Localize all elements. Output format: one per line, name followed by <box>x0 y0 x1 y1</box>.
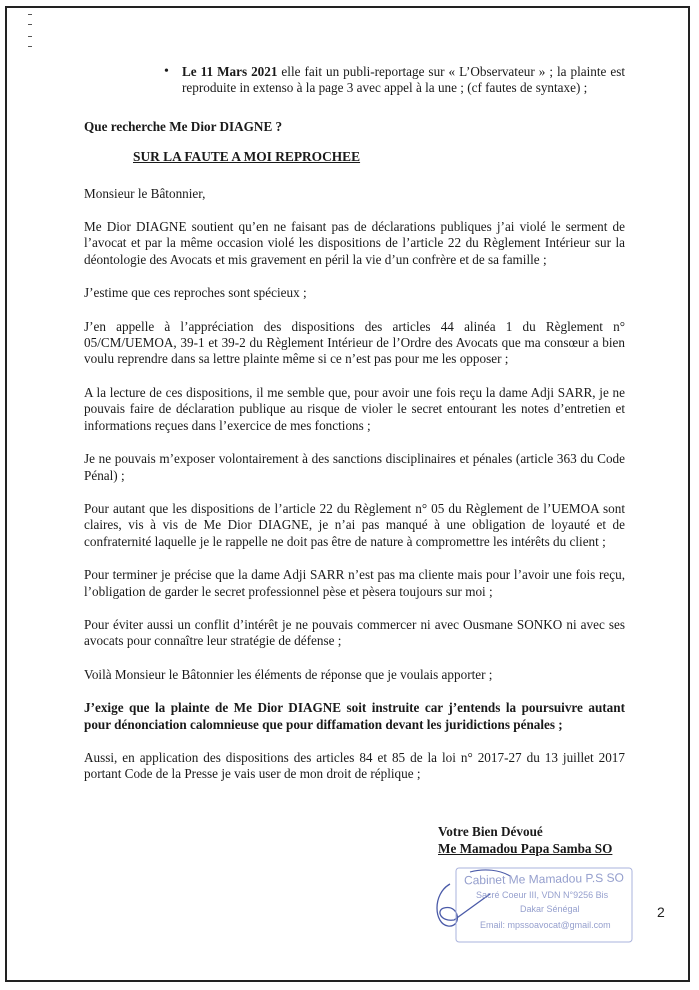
page-number: 2 <box>657 904 665 920</box>
signature-closing: Votre Bien Dévoué <box>438 824 543 839</box>
bold-paragraph: J’exige que la plainte de Me Dior DIAGNE soit instruite car j’entends la poursuivre autant pour dénonciation calomnieuse que pour diffamation devant les juridictions pénales ; <box>84 700 625 732</box>
bullet-item <box>164 64 625 97</box>
paragraph-5: Je ne pouvais m’exposer volontairement à des sanctions disciplinaires et pénales (article 363 du Code Pénal) ; <box>84 451 625 483</box>
paragraph-8: Pour éviter aussi un conflit d’intérêt je ne pouvais commercer ni avec Ousmane SONKO ni avec ses avocats pour connaître leur stratégie de défense ; <box>84 616 625 649</box>
bullet-date: Le 11 Mars 2021 <box>182 64 278 79</box>
bullet-text <box>182 64 625 97</box>
paragraph-9: Voilà Monsieur le Bâtonnier les éléments de réponse que je voulais apporter ; <box>84 666 493 682</box>
final-paragraph: Aussi, en application des dispositions des articles 84 et 85 de la loi n° 2017-27 du 13 juillet 2017 portant Code de la Presse je vais user de mon droit de réplique ; <box>84 749 625 782</box>
paragraph-7: Pour terminer je précise que la dame Adji SARR n’est pas ma cliente mais pour l’avoir une fois reçu, l’obligation de garder le secret professionnel pèse et pèsera toujours sur moi ; <box>84 567 625 599</box>
stamp-line-2: Sacré Coeur III, VDN N°9256 Bis <box>476 890 609 900</box>
paragraph-4: A la lecture de ces dispositions, il me semble que, pour avoir une fois reçu la dame Adji SARR, je ne pouvais faire de déclaration publique au risque de violer le secret entourant les notes d’entretien et informations reçues dans l’exercice de mes fonctions ; <box>84 384 625 433</box>
paragraph-1: Me Dior DIAGNE soutient qu’en ne faisant pas de déclarations publiques j’ai violé le serment de l’avocat et par la même occasion violé les dispositions de l’article 22 du Règlement Intérieur sur la déontologie des Avocats et mis gravement en péril la vie d’un confrère et de sa famille ; <box>84 219 625 267</box>
signature-name: Me Mamadou Papa Samba SO <box>438 841 613 856</box>
stamp-line-3: Dakar Sénégal <box>520 904 580 914</box>
section-subtitle: SUR LA FAUTE A MOI REPROCHEE <box>133 149 361 165</box>
scan-marks <box>28 10 40 50</box>
salutation: Monsieur le Bâtonnier, <box>84 185 206 201</box>
letter-body <box>84 64 625 800</box>
paragraph-3: J’en appelle à l’appréciation des dispositions des articles 44 alinéa 1 du Règlement n° 05/CM/UEMOA, 39-1 et 39-2 du Règlement Intérieur de l’Ordre des Avocats que ma consœur a bien voulu reprendre dans sa lettre plainte même si ce n’est pas pour me les opposer ; <box>84 318 625 367</box>
signature-block <box>438 823 612 857</box>
cabinet-stamp <box>430 864 640 950</box>
paragraph-2: J’estime que ces reproches sont spécieux ; <box>84 285 307 301</box>
bullet-body: elle fait un publi-reportage sur « L’Observateur » ; la plainte est reproduite in extenso à la page 3 avec appel à la une ; (cf fautes de syntaxe) ; <box>182 64 625 96</box>
bullet-dot-icon: • <box>164 64 169 79</box>
paragraph-6: Pour autant que les dispositions de l’article 22 du Règlement n° 05 du Règlement de l’UEMOA sont claires, vis à vis de Me Dior DIAGNE, je n’ai pas manqué à une obligation de loyauté et de confraternité laquelle je le rappelle ne doit pas être de nature à compromettre les intérêts du client ; <box>84 500 625 549</box>
stamp-line-4: Email: mpssoavocat@gmail.com <box>480 920 611 930</box>
stamp-line-1: Cabinet Me Mamadou P.S SO <box>463 870 624 888</box>
question-heading: Que recherche Me Dior DIAGNE ? <box>84 118 283 134</box>
